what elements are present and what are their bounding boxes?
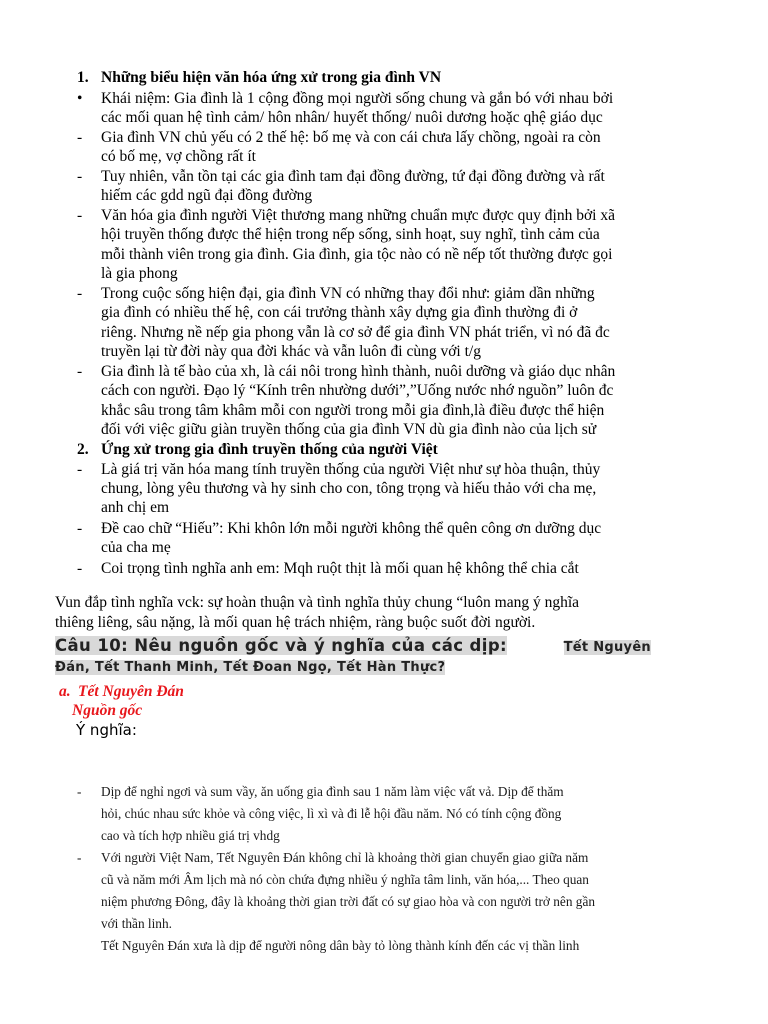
paragraph-line: Vun đắp tình nghĩa vck: sự hoàn thuận và tình nghĩa thủy chung “luôn mang ý nghĩa bbox=[55, 594, 580, 611]
section-1-number: 1. bbox=[77, 69, 89, 86]
question-heading bbox=[55, 636, 651, 675]
body-line: Là giá trị văn hóa mang tính truyền thống của người Việt như sự hòa thuận, thủy bbox=[101, 461, 601, 478]
meaning-label: Ý nghĩa: bbox=[76, 721, 137, 739]
body-line: chung, lòng yêu thương và hy sinh cho con, tông trọng và hiếu thảo với cha mẹ, bbox=[101, 480, 597, 497]
dash-marker: - bbox=[77, 850, 82, 865]
dash-marker: - bbox=[77, 129, 83, 146]
section-1-heading: Những biểu hiện văn hóa ứng xử trong gia đình VN bbox=[101, 69, 442, 86]
body-line: đối với việc giữu giàn truyền thống của gia đình VN dù gia đình nào của lịch sử bbox=[101, 421, 597, 438]
meaning-line: cũ và năm mới Âm lịch mà nó còn chứa đựng nhiều ý nghĩa tâm linh, văn hóa,... Theo quan bbox=[101, 872, 589, 887]
body-line: Văn hóa gia đình người Việt thương mang những chuẩn mực được quy định bởi xã bbox=[101, 207, 615, 224]
body-line: Khái niệm: Gia đình là 1 cộng đồng mọi người sống chung và gắn bó với nhau bởi bbox=[101, 90, 614, 107]
dash-marker: - bbox=[77, 207, 83, 224]
body-line: cách con người. Đạo lý “Kính trên nhường dưới”,”Uống nước nhớ nguồn” luôn đc bbox=[101, 382, 614, 399]
body-line: Gia đình VN chủ yếu có 2 thế hệ: bố mẹ và con cái chưa lấy chồng, ngoài ra còn bbox=[101, 129, 601, 146]
body-line: có bố mẹ, vợ chồng rất ít bbox=[101, 148, 256, 165]
body-line: mỗi thành viên trong gia đình. Gia đình, gia tộc nào có nề nếp tốt thường được gọi bbox=[101, 246, 613, 263]
dash-marker: - bbox=[77, 285, 83, 302]
body-line: riêng. Nhưng nề nếp gia phong vẫn là cơ sở để gia đình VN phát triển, vì nó đã đc bbox=[101, 324, 610, 341]
body-line: Tuy nhiên, vẫn tồn tại các gia đình tam đại đồng đường, tứ đại đồng đường và rất bbox=[101, 168, 605, 185]
body-line: khắc sâu trong tâm khâm mỗi con người trong mỗi gia đình,là điều được thể hiện bbox=[101, 402, 605, 419]
question-main: Câu 10: Nêu nguồn gốc và ý nghĩa của các dịp: bbox=[55, 636, 508, 655]
question-part: Đán, Tết Thanh Minh, Tết Đoan Ngọ, Tết Hàn Thực? bbox=[55, 660, 446, 675]
dash-marker: - bbox=[77, 168, 83, 185]
subsection-marker: a. bbox=[59, 683, 71, 700]
dash-marker: - bbox=[77, 363, 83, 380]
section-2-heading: Ứng xử trong gia đình truyền thống của người Việt bbox=[101, 441, 438, 458]
meaning-line: niệm phương Đông, đây là khoảng thời gian trời đất có sự giao hòa và con người trở nên gần bbox=[101, 894, 595, 909]
bullet-marker: • bbox=[77, 90, 83, 107]
body-line: hiếm các gdd ngũ đại đồng đường bbox=[101, 187, 313, 204]
dash-marker: - bbox=[77, 560, 83, 577]
dash-marker: - bbox=[77, 520, 83, 537]
body-line: Coi trọng tình nghĩa anh em: Mqh ruột thịt là mối quan hệ không thể chia cắt bbox=[101, 560, 579, 577]
meaning-line: Với người Việt Nam, Tết Nguyên Đán không chỉ là khoảng thời gian chuyển giao giữa năm bbox=[101, 850, 589, 865]
body-line: hội truyền thống được thể hiện trong nếp sống, sinh hoạt, suy nghĩ, tình cảm của bbox=[101, 226, 600, 243]
meaning-line: hỏi, chúc nhau sức khỏe và công việc, lì xì và đi lễ hội đầu năm. Nó có tính cộng đồng bbox=[101, 806, 562, 821]
meaning-line: cao và tích hợp nhiều giá trị vhdg bbox=[101, 828, 280, 843]
body-line: Gia đình là tế bào của xh, là cái nôi trong hình thành, nuôi dưỡng và giáo dục nhân bbox=[101, 363, 616, 380]
body-line: các mối quan hệ tình cảm/ hôn nhân/ huyết thống/ nuôi dương hoặc qhệ giáo dục bbox=[101, 109, 603, 126]
body-line: truyền lại từ đời này qua đời khác và vẫn luôn đi cùng với t/g bbox=[101, 343, 481, 360]
body-line: anh chị em bbox=[101, 499, 170, 516]
meaning-line: với thần linh. bbox=[101, 916, 172, 931]
meaning-line: Dịp để nghỉ ngơi và sum vầy, ăn uống gia đình sau 1 năm làm việc vất vả. Dịp để thăm bbox=[101, 784, 564, 799]
paragraph-line: thiêng liêng, sâu nặng, là mối quan hệ trách nhiệm, ràng buộc suốt đời người. bbox=[55, 614, 536, 631]
body-line: gia đình có nhiều thế hệ, con cái trưởng thành xây dựng gia đình thường đi ở bbox=[101, 304, 578, 321]
question-part: Tết Nguyên bbox=[563, 640, 651, 655]
section-2-number: 2. bbox=[77, 441, 89, 458]
body-line: Trong cuộc sống hiện đại, gia đình VN có những thay đổi như: giảm dần những bbox=[101, 285, 595, 302]
dash-marker: - bbox=[77, 461, 83, 478]
origin-label: Nguồn gốc bbox=[72, 702, 143, 719]
dash-marker: - bbox=[77, 784, 82, 799]
subsection-title: Tết Nguyên Đán bbox=[78, 683, 184, 700]
meaning-line: Tết Nguyên Đán xưa là dịp để người nông dân bày tỏ lòng thành kính đến các vị thần linh bbox=[101, 938, 580, 953]
body-line: là gia phong bbox=[101, 265, 178, 282]
body-line: Đề cao chữ “Hiếu”: Khi khôn lớn mỗi người không thể quên công ơn dưỡng dục bbox=[101, 520, 602, 537]
body-line: của cha mẹ bbox=[101, 539, 171, 556]
